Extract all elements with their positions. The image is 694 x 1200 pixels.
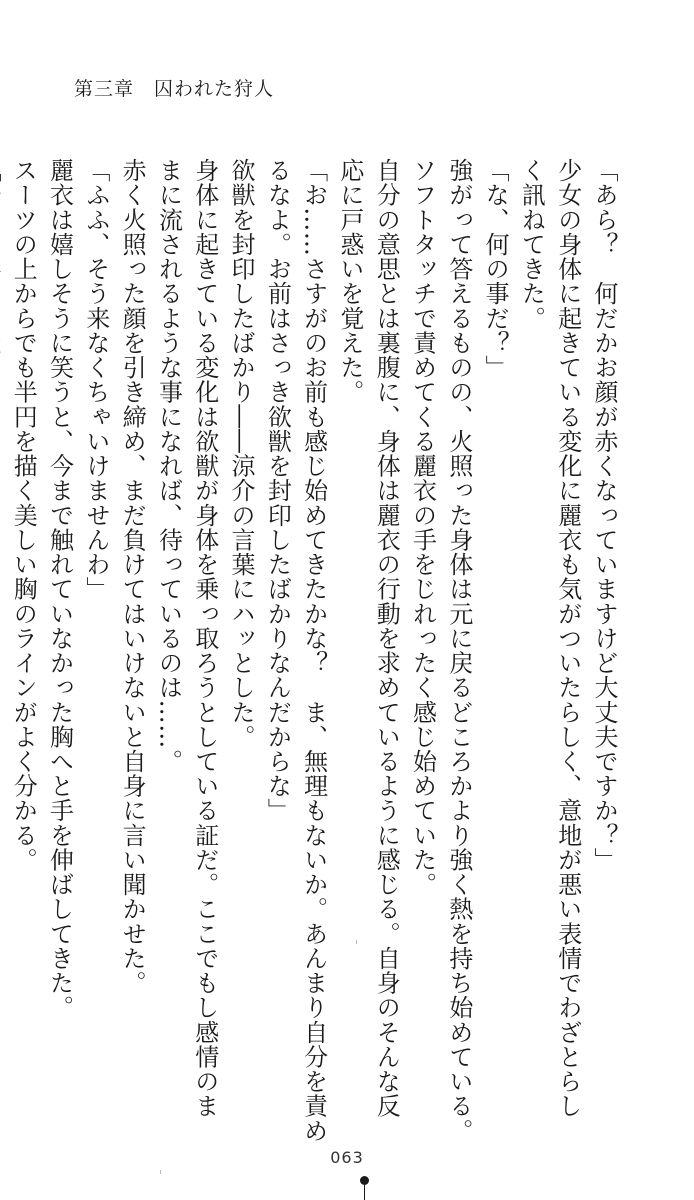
text-line: ソフトタッチで責めてくる麗衣の手をじれったく感じ始めていた。 bbox=[408, 158, 437, 897]
scan-speck bbox=[160, 1170, 161, 1174]
page-marker-line bbox=[364, 1185, 365, 1200]
text-line: 応に戸惑いを覚えた。 bbox=[335, 158, 364, 405]
text-line: るなよ。お前はさっき欲獣を封印したばかりなんだからな」 bbox=[263, 158, 292, 823]
scan-speck bbox=[356, 940, 357, 944]
text-line: まに流されるような事になれば、待っているのは……。 bbox=[154, 158, 183, 774]
text-line: 欲獣を封印したばかり――涼介の言葉にハッとした。 bbox=[227, 158, 256, 749]
text-line: 自分の意思とは裏腹に、身体は麗衣の行動を求めているように感じる。自身のそんな反 bbox=[372, 158, 401, 1119]
text-line: スーツの上からでも半円を描く美しい胸のラインがよく分かる。 bbox=[9, 158, 38, 872]
text-line: 少女の身体に起きている変化に麗衣も気がついたらしく、意地が悪い表情でわざとらし bbox=[553, 158, 582, 1119]
text-line: く訊ねてきた。 bbox=[517, 158, 546, 331]
text-line: 「お……さすがのお前も感じ始めてきたかな？ ま、無理もないか。あんまり自分を責め bbox=[299, 158, 328, 1143]
chapter-header: 第三章 囚われた狩人 bbox=[74, 78, 275, 100]
text-line: 「ふふ、そう来なくちゃいけませんわ」 bbox=[81, 158, 110, 602]
text-line: 「あら？ 何だかお顔が赤くなっていますけど大丈夫ですか？」 bbox=[590, 158, 618, 872]
page-number: 063 bbox=[330, 1148, 364, 1167]
body-text bbox=[9, 158, 622, 1143]
text-line: 赤く火照った顔を引き締め、まだ負けてはいけないと自身に言い聞かせた。 bbox=[118, 158, 147, 996]
text-line: 強がって答えるものの、火照った身体は元に戻るどころかより強く熱を持ち始めている。 bbox=[444, 158, 473, 1143]
text-line: 身体に起きている変化は欲獣が身体を乗っ取ろうとしている証だ。ここでもし感情のま bbox=[190, 158, 219, 1119]
text-line: 麗衣は嬉しそうに笑うと、今まで触れていなかった胸へと手を伸ばしてきた。 bbox=[45, 158, 74, 1020]
text-line: 「な、何の事だ？」 bbox=[481, 158, 510, 380]
page-marker-dot bbox=[360, 1176, 369, 1185]
